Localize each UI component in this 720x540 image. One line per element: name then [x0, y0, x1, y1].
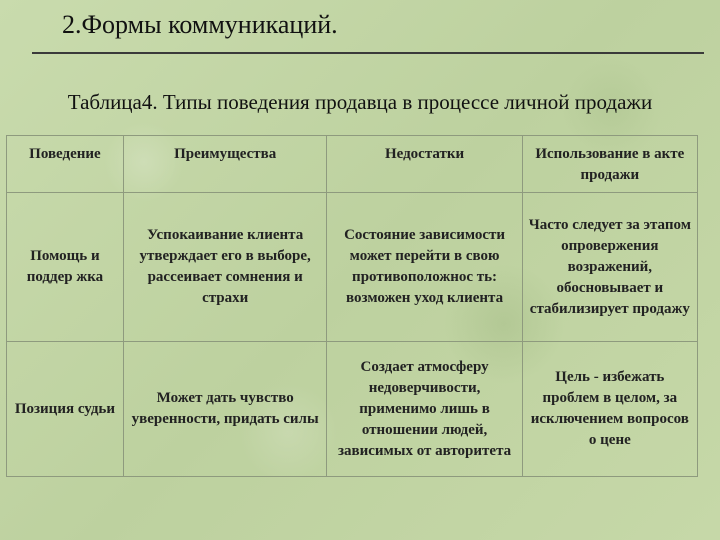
column-header-advantages: Преимущества: [123, 136, 327, 193]
cell-advantages: Успокаивание клиента утверждает его в выборе, рассеивает сомнения и страхи: [123, 193, 327, 342]
table-header-row: [7, 136, 698, 193]
column-header-disadvantages: Недостатки: [327, 136, 522, 193]
cell-usage: Цель - избежать проблем в целом, за исключением вопросов о цене: [522, 342, 697, 477]
cell-disadvantages: Состояние зависимости может перейти в свою противоположнос ть: возможен уход клиента: [327, 193, 522, 342]
table-row: [7, 342, 698, 477]
column-header-usage: Использование в акте продажи: [522, 136, 697, 193]
table-row: [7, 193, 698, 342]
cell-behavior: Позиция судьи: [7, 342, 124, 477]
behavior-table: [6, 135, 698, 477]
cell-usage: Часто следует за этапом опровержения возражений, обосновывает и стабилизирует продажу: [522, 193, 697, 342]
cell-disadvantages: Создает атмосферу недоверчивости, применимо лишь в отношении людей, зависимых от авторитета: [327, 342, 522, 477]
cell-behavior: Помощь и поддер жка: [7, 193, 124, 342]
column-header-behavior: Поведение: [7, 136, 124, 193]
slide-title: 2.Формы коммуникаций.: [62, 10, 338, 39]
title-divider: [32, 52, 704, 54]
cell-advantages: Может дать чувство уверенности, придать силы: [123, 342, 327, 477]
table-caption: Таблица4. Типы поведения продавца в процессе личной продажи: [67, 90, 653, 114]
